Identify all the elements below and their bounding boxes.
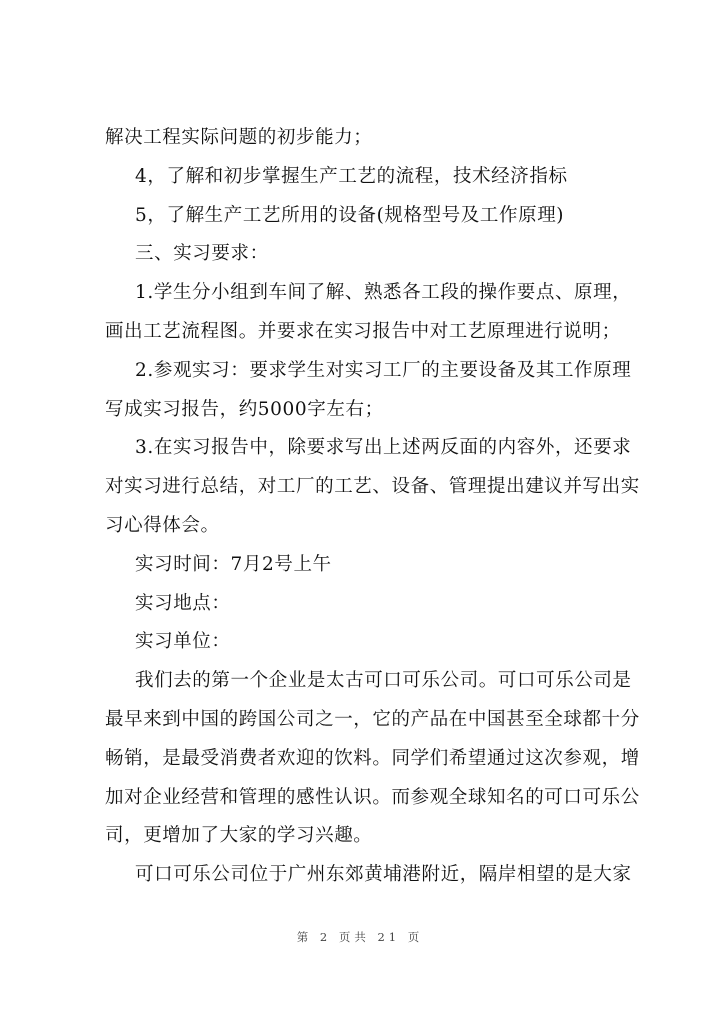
- text-line: 4，了解和初步掌握生产工艺的流程，技术经济指标: [135, 165, 568, 187]
- info-line: 实习单位：: [135, 631, 231, 653]
- text-line: 3.在实习报告中，除要求写出上述两反面的内容外，还要求: [135, 437, 632, 459]
- section-heading: 三、实习要求：: [135, 243, 269, 265]
- text-line: 写成实习报告，约5000字左右；: [105, 398, 384, 420]
- page-number-footer: 第 2 页共 21 页: [296, 930, 424, 944]
- info-line: 实习时间：7月2号上午: [135, 553, 332, 575]
- text-line: 加对企业经营和管理的感性认识。而参观全球知名的可口可乐公: [105, 786, 640, 808]
- text-line: 我们去的第一个企业是太古可口可乐公司。可口可乐公司是: [135, 670, 632, 692]
- text-line: 习心得体会。: [105, 514, 220, 536]
- text-line: 可口可乐公司位于广州东郊黄埔港附近，隔岸相望的是大家: [135, 864, 632, 886]
- document-body: [105, 128, 645, 904]
- text-line: 解决工程实际问题的初步能力；: [105, 127, 373, 148]
- text-line: 司，更增加了大家的学习兴趣。: [105, 825, 373, 847]
- text-line: 最早来到中国的跨国公司之一，它的产品在中国甚至全球都十分: [105, 708, 640, 730]
- text-line: 畅销，是最受消费者欢迎的饮料。同学们希望通过这次参观，增: [105, 747, 640, 769]
- text-line: 5，了解生产工艺所用的设备(规格型号及工作原理): [135, 204, 565, 226]
- text-line: 1.学生分小组到车间了解、熟悉各工段的操作要点、原理，: [135, 282, 632, 304]
- text-line: 画出工艺流程图。并要求在实习报告中对工艺原理进行说明；: [105, 320, 621, 342]
- info-line: 实习地点：: [135, 592, 231, 614]
- text-line: 对实习进行总结，对工厂的工艺、设备、管理提出建议并写出实: [105, 476, 640, 498]
- text-line: 2.参观实习：要求学生对实习工厂的主要设备及其工作原理: [135, 359, 632, 381]
